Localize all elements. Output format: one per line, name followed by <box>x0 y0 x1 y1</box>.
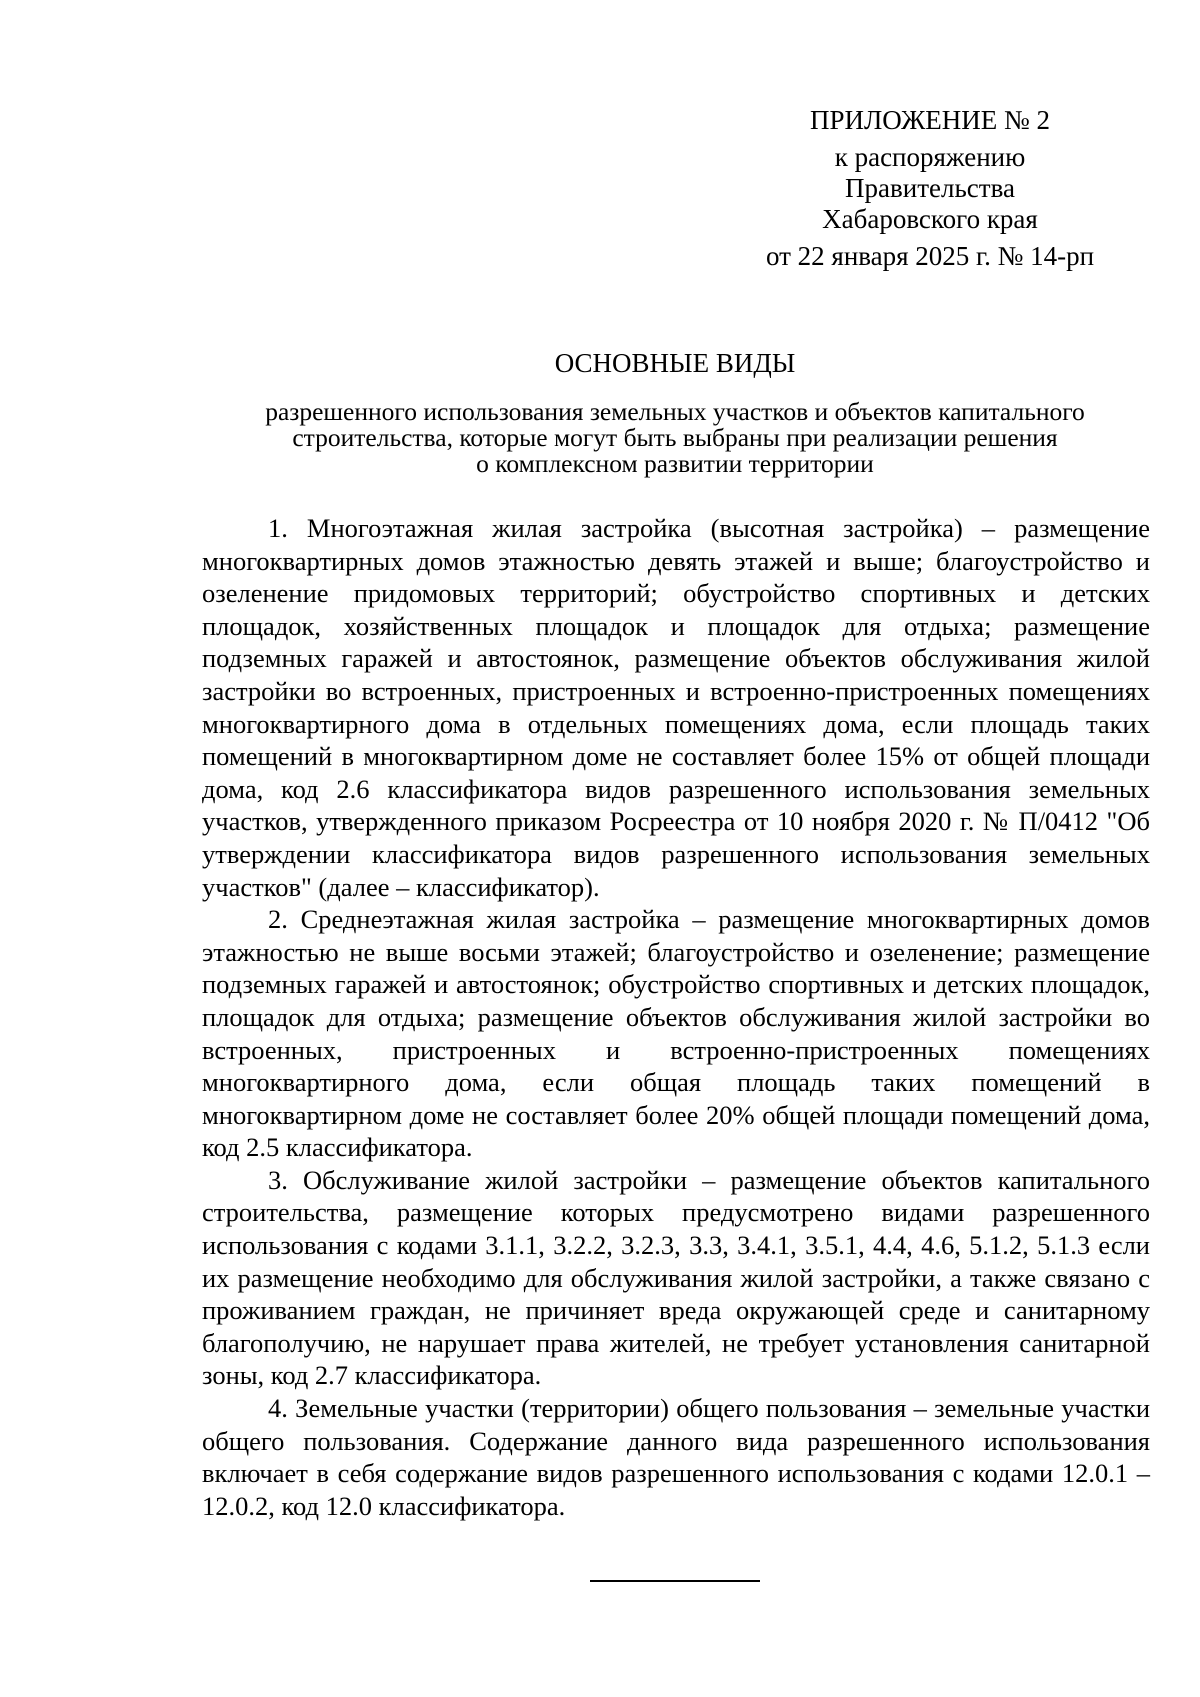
list-item-2: 2. Среднеэтажная жилая застройка – размещение многоквартирных домов этажностью не выше восьми этажей; благоустройство и озеленение; размещение подземных гаражей и автостоянок; обустройство спортивных и детских площадок, площадок для отдыха; размещение объектов обслуживания жилой застройки во встроенных, пристроенных и встроенно-пристроенных помещениях многоквартирного дома, если общая площадь таких помещений в многоквартирном доме не составляет более 20% общей площади помещений дома, код 2.5 классификатора. <box>202 904 1150 1163</box>
document-subtitle-line-1: разрешенного использования земельных участков и объектов капитального <box>265 397 1085 426</box>
appendix-date: от 22 января 2025 г. № 14-рп <box>765 241 1095 271</box>
appendix-line-government: Правительства <box>845 173 1015 203</box>
document-body <box>202 512 1150 1522</box>
appendix-line-region: Хабаровского края <box>822 204 1038 234</box>
list-item-4: 4. Земельные участки (территории) общего пользования – земельные участки общего пользования. Содержание данного вида разрешенного использования включает в себя содержание видов разрешенного использования с кодами 12.0.1 – 12.0.2, код 12.0 классификатора. <box>202 1393 1150 1521</box>
document-title: ОСНОВНЫЕ ВИДЫ <box>554 348 796 378</box>
appendix-block <box>760 105 1100 272</box>
appendix-title: ПРИЛОЖЕНИЕ № 2 <box>809 105 1051 135</box>
document-heading <box>190 348 1160 477</box>
end-divider <box>590 1580 760 1582</box>
appendix-line-order: к распоряжению <box>834 142 1026 172</box>
document-subtitle-line-3: о комплексном развитии территории <box>476 449 874 478</box>
list-item-3: 3. Обслуживание жилой застройки – размещение объектов капитального строительства, размещение которых предусмотрено видами разрешенного использования с кодами 3.1.1, 3.2.2, 3.2.3, 3.3, 3.4.1, 3.5.1, 4.4, 4.6, 5.1.2, 5.1.3 если их размещение необходимо для обслуживания жилой застройки, а также связано с проживанием граждан, не причиняет вреда окружающей среде и санитарному благополучию, не нарушает права жителей, не требует установления санитарной зоны, код 2.7 классификатора. <box>202 1164 1150 1391</box>
document-subtitle-line-2: строительства, которые могут быть выбраны при реализации решения <box>292 423 1058 452</box>
list-item-1: 1. Многоэтажная жилая застройка (высотная застройка) – размещение многоквартирных домов этажностью девять этажей и выше; благоустройство и озеленение придомовых территорий; обустройство спортивных и детских площадок, хозяйственных площадок и площадок для отдыха; размещение подземных гаражей и автостоянок, размещение объектов обслуживания жилой застройки во встроенных, пристроенных и встроенно-пристроенных помещениях многоквартирного дома в отдельных помещениях дома, если площадь таких помещений в многоквартирном доме не составляет более 15% от общей площади дома, код 2.6 классификатора видов разрешенного использования земельных участков, утвержденного приказом Росреестра от 10 ноября 2020 г. № П/0412 "Об утверждении классификатора видов разрешенного использования земельных участков" (далее – классификатор). <box>202 513 1150 902</box>
